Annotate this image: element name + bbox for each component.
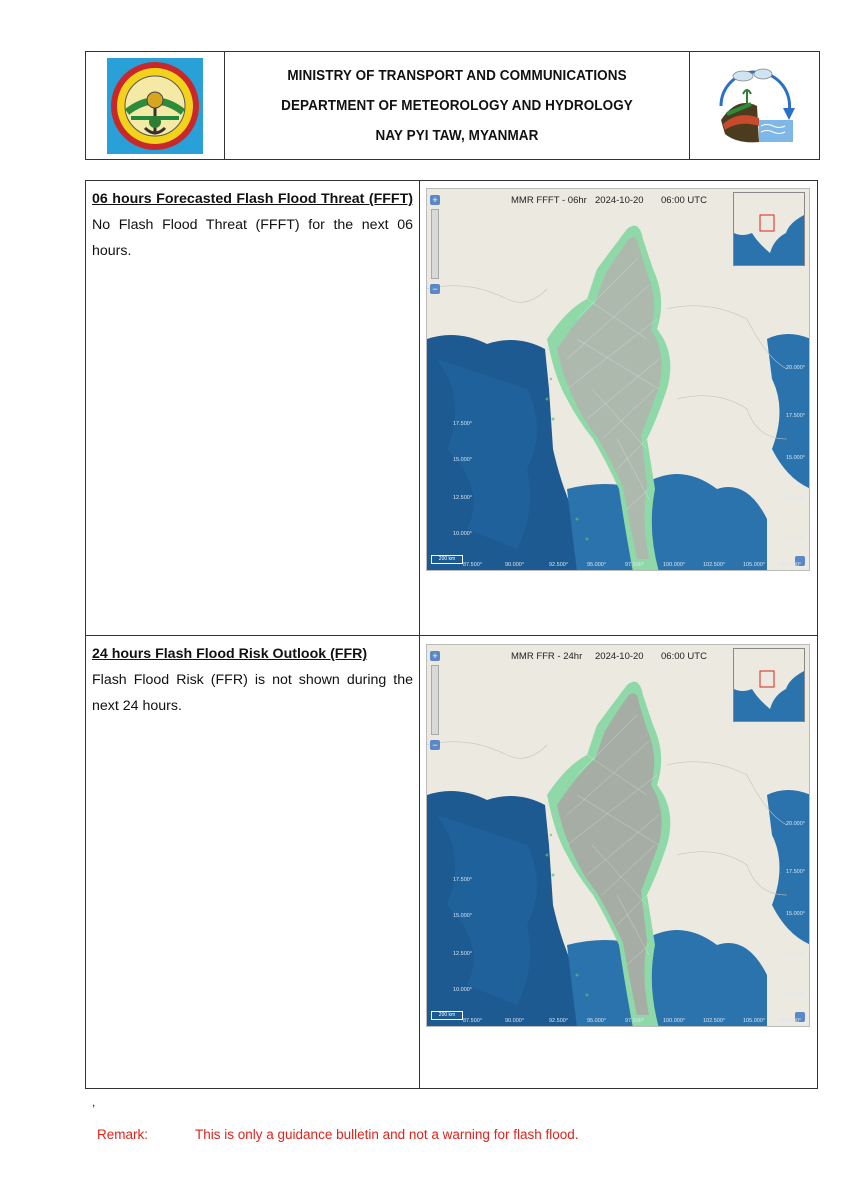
latitude-label: 12.500° xyxy=(453,951,473,957)
map-cell xyxy=(420,181,817,635)
zoom-in-button[interactable]: + xyxy=(430,651,440,661)
zoom-slider[interactable] xyxy=(431,665,439,735)
remark-text: This is only a guidance bulletin and not a warning for flash flood. xyxy=(195,1127,579,1142)
latitude-label: 17.500° xyxy=(453,877,473,883)
overview-minimap[interactable] xyxy=(733,192,805,266)
remark xyxy=(97,1127,578,1142)
section-title: 06 hours Forecasted Flash Flood Threat (FFFT) xyxy=(92,191,413,207)
longitude-label: 92.500° xyxy=(549,562,569,568)
map-cell xyxy=(420,636,817,1088)
scale-bar: 200 km xyxy=(431,555,463,564)
map-product-label: MMR FFR - 24hr xyxy=(511,651,583,662)
map-date-label: 2024-10-20 xyxy=(595,195,644,206)
letterhead xyxy=(85,51,820,160)
ffr-map[interactable] xyxy=(426,644,810,1027)
latitude-label: 12.500° xyxy=(453,495,473,501)
ffft-map[interactable] xyxy=(426,188,810,571)
ministry-name: MINISTRY OF TRANSPORT AND COMMUNICATIONS xyxy=(287,67,627,84)
table-row xyxy=(86,181,817,636)
longitude-label: 87.500° xyxy=(463,562,483,568)
section-text-cell xyxy=(86,181,420,635)
longitude-label: 95.000° xyxy=(587,562,607,568)
department-name: DEPARTMENT OF METEOROLOGY AND HYDROLOGY xyxy=(281,97,633,114)
longitude-label: 100.000° xyxy=(663,1018,686,1024)
map-product-label: MMR FFFT - 06hr xyxy=(511,195,587,206)
latitude-label-right: 10.000° xyxy=(785,535,805,541)
department-logo-cell xyxy=(689,52,819,159)
longitude-label: 107.500° xyxy=(779,1018,802,1024)
latitude-label-right: 15.000° xyxy=(785,455,805,461)
longitude-label: 92.500° xyxy=(549,1018,569,1024)
scale-bar: 200 km xyxy=(431,1011,463,1020)
longitude-label: 105.000° xyxy=(743,1018,766,1024)
latitude-label-right: 17.500° xyxy=(785,413,805,419)
zoom-in-button[interactable]: + xyxy=(430,195,440,205)
stray-comma: , xyxy=(92,1095,96,1109)
ministry-logo-cell xyxy=(86,52,225,159)
map-time-label: 06:00 UTC xyxy=(661,195,707,206)
latitude-label-right: 10.000° xyxy=(785,991,805,997)
section-body: No Flash Flood Threat (FFFT) for the next 06 hours. xyxy=(92,217,413,259)
longitude-label: 100.000° xyxy=(663,562,686,568)
location: NAY PYI TAW, MYANMAR xyxy=(375,127,539,144)
latitude-label-right: 20.000° xyxy=(785,365,805,371)
map-time-label: 06:00 UTC xyxy=(661,651,707,662)
longitude-label: 95.000° xyxy=(587,1018,607,1024)
longitude-label: 90.000° xyxy=(505,562,525,568)
latitude-label-right: 17.500° xyxy=(785,869,805,875)
latitude-label-right: 12.500° xyxy=(785,951,805,957)
latitude-label-right: 15.000° xyxy=(785,911,805,917)
latitude-label: 10.000° xyxy=(453,531,473,537)
zoom-out-button[interactable]: − xyxy=(430,284,440,294)
map-date-label: 2024-10-20 xyxy=(595,651,644,662)
longitude-label: 107.500° xyxy=(779,562,802,568)
overview-minimap[interactable] xyxy=(733,648,805,722)
longitude-label: 102.500° xyxy=(703,1018,726,1024)
latitude-label: 10.000° xyxy=(453,987,473,993)
longitude-label: 102.500° xyxy=(703,562,726,568)
latitude-label-right: 20.000° xyxy=(785,821,805,827)
latitude-label: 15.000° xyxy=(453,457,473,463)
section-body: Flash Flood Risk (FFR) is not shown during the next 24 hours. xyxy=(92,672,413,714)
longitude-label: 97.500° xyxy=(625,1018,645,1024)
section-text-cell xyxy=(86,636,420,1088)
latitude-label: 17.500° xyxy=(453,421,473,427)
zoom-slider[interactable] xyxy=(431,209,439,279)
latitude-label: 15.000° xyxy=(453,913,473,919)
table-row xyxy=(86,636,817,1088)
letterhead-title xyxy=(241,52,673,159)
longitude-label: 97.500° xyxy=(625,562,645,568)
latitude-label-right: 12.500° xyxy=(785,495,805,501)
hydrological-cycle-logo-icon xyxy=(707,60,803,152)
longitude-label: 105.000° xyxy=(743,562,766,568)
section-title: 24 hours Flash Flood Risk Outlook (FFR) xyxy=(92,646,368,662)
longitude-label: 87.500° xyxy=(463,1018,483,1024)
bulletin-table xyxy=(85,180,818,1089)
ministry-emblem-icon xyxy=(105,56,205,156)
zoom-out-button[interactable]: − xyxy=(430,740,440,750)
remark-label: Remark: xyxy=(97,1127,149,1142)
longitude-label: 90.000° xyxy=(505,1018,525,1024)
